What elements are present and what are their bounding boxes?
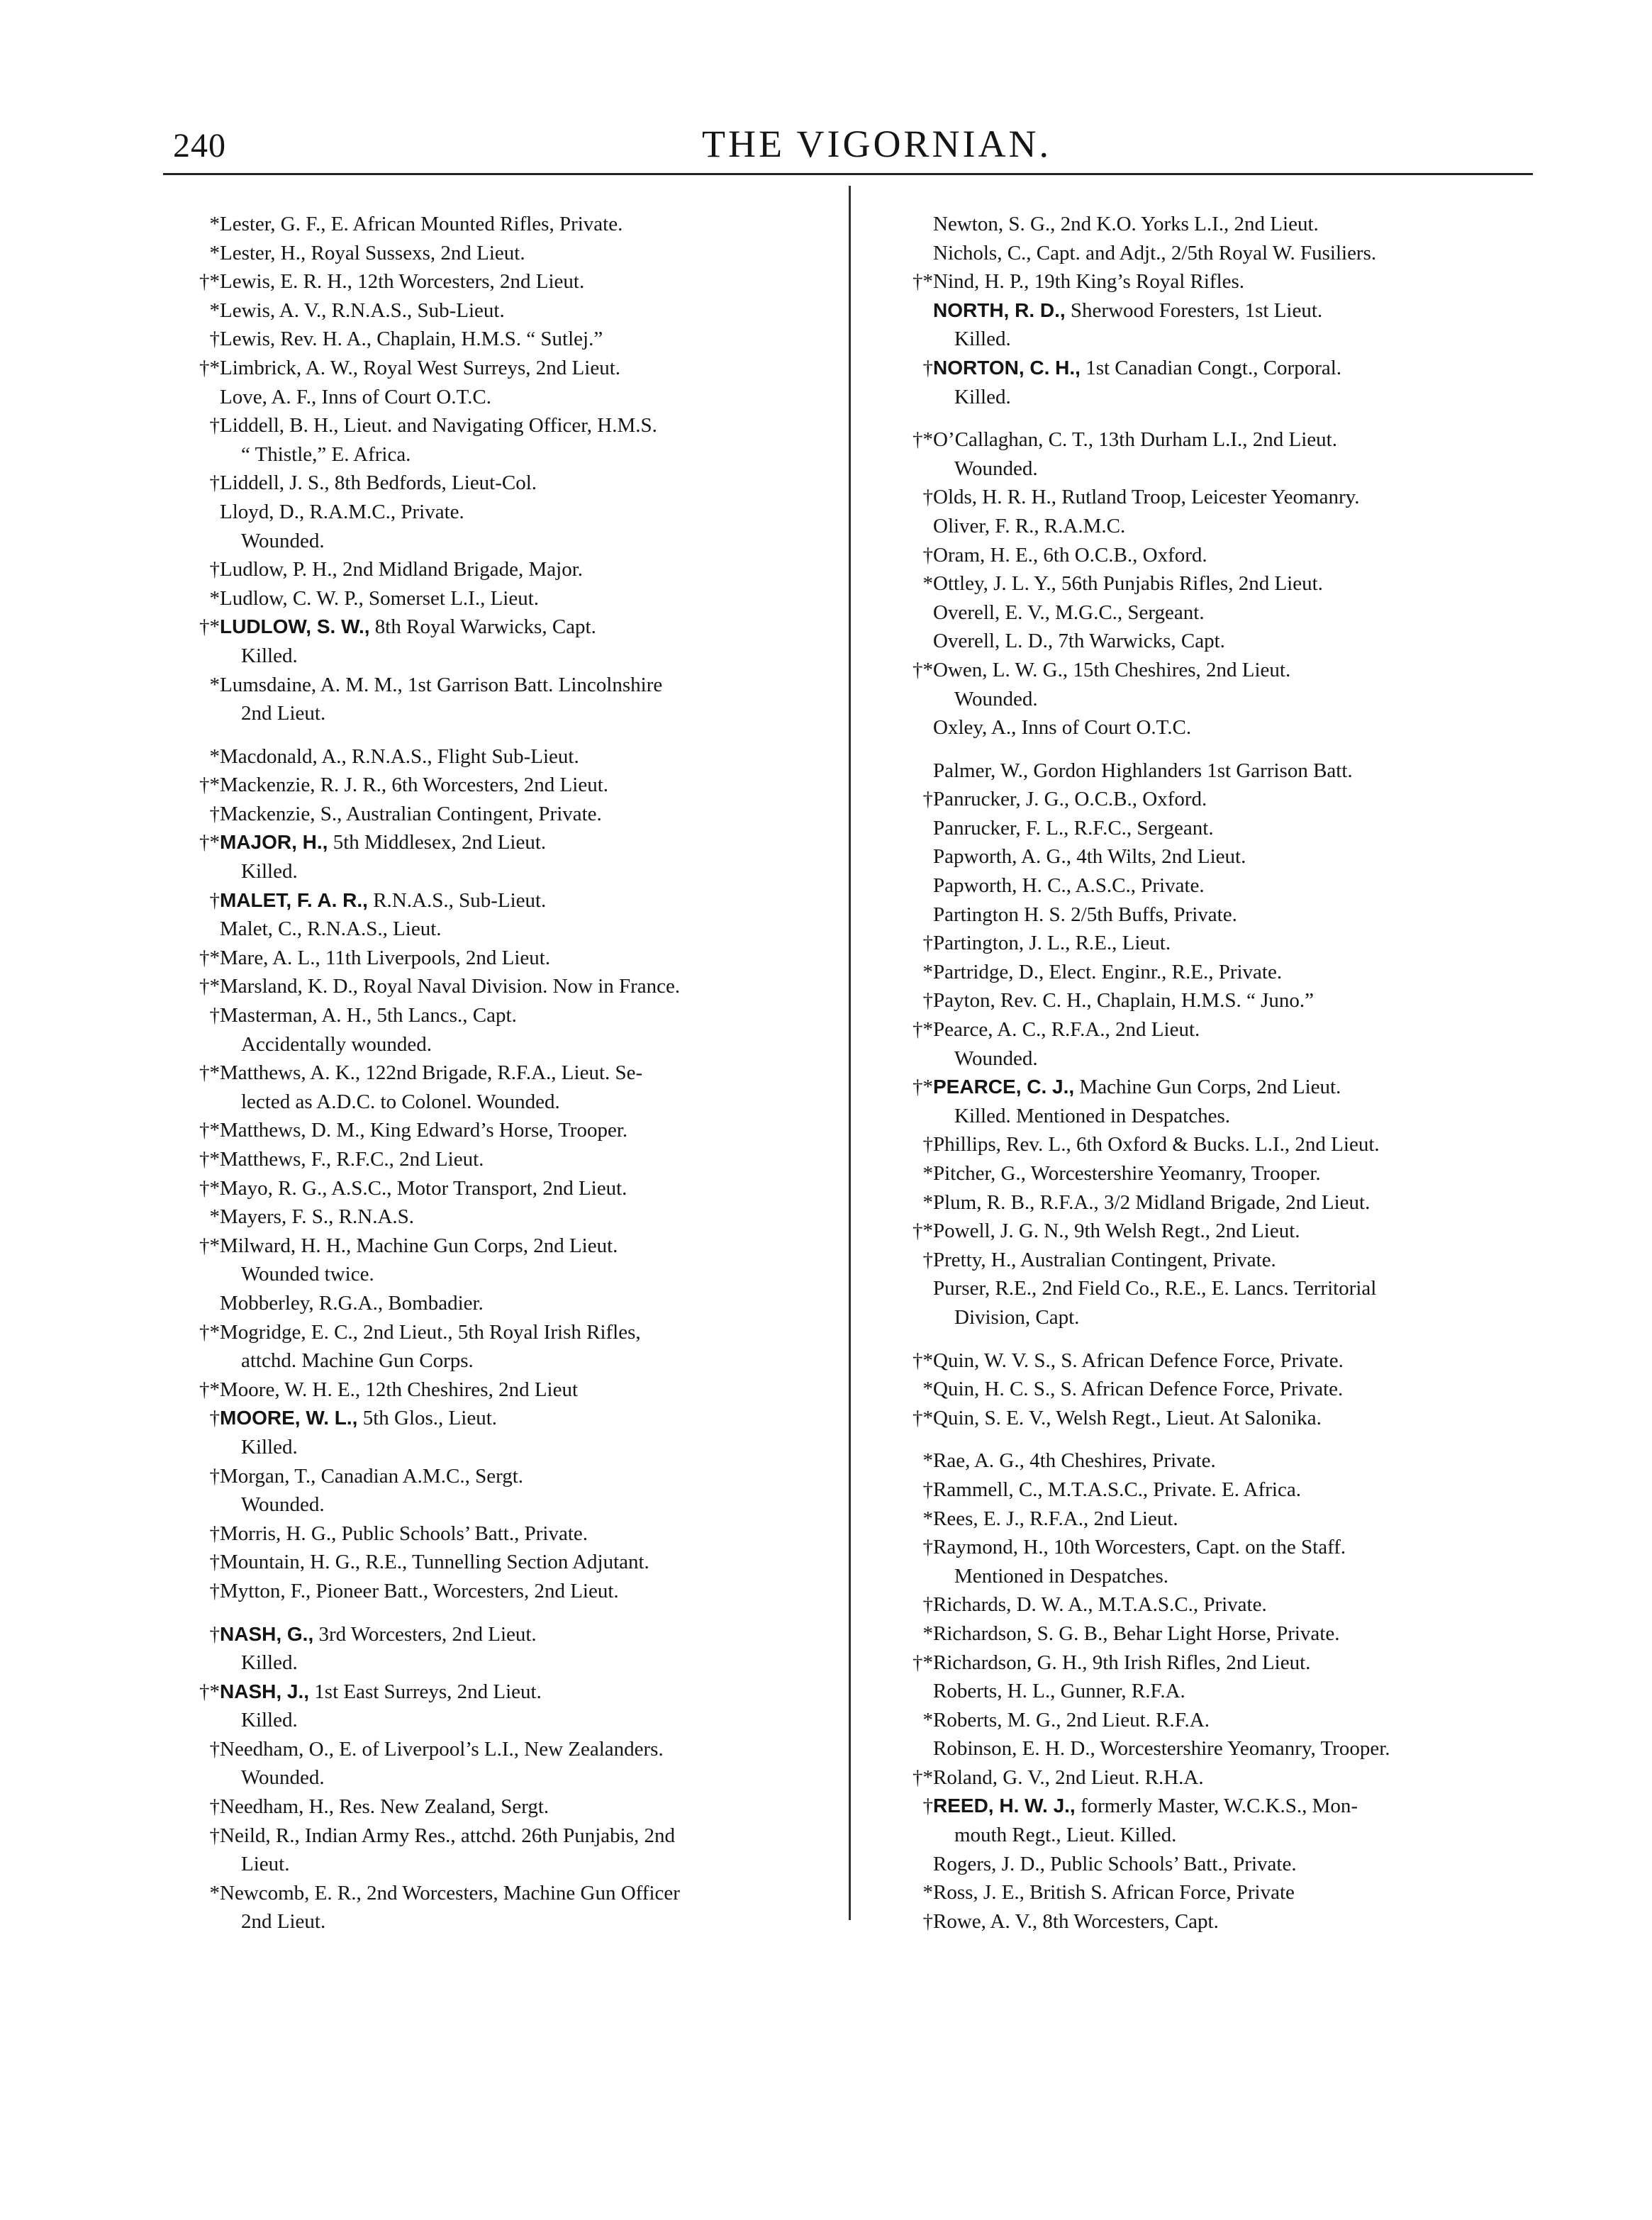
entry-mark: †: [209, 1579, 220, 1602]
entry-mark: †: [922, 1795, 933, 1818]
entry-text: 1st East Surreys, 2nd Lieut.: [309, 1680, 542, 1703]
entry-text: Quin, S. E. V., Welsh Regt., Lieut. At Salonika.: [933, 1406, 1322, 1429]
entry-text: Neild, R., Indian Army Res., attchd. 26th Punjabis, 2nd: [220, 1824, 675, 1847]
entry-bold-name: NASH, G.,: [220, 1622, 314, 1645]
entry-mark: †*: [912, 1766, 933, 1789]
entry-text: Matthews, F., R.F.C., 2nd Lieut.: [220, 1148, 484, 1171]
entry-mark: †: [922, 1248, 933, 1271]
entry-text: Powell, J. G. N., 9th Welsh Regt., 2nd Lieut.: [933, 1220, 1300, 1243]
left-column: [186, 210, 824, 1936]
entry-text: Macdonald, A., R.N.A.S., Flight Sub-Lieut.: [220, 744, 579, 768]
entry-text: Robinson, E. H. D., Worcestershire Yeomanry, Trooper.: [933, 1737, 1390, 1761]
entry-mark: †*: [912, 1349, 933, 1372]
roll-entry: [186, 1059, 824, 1116]
entry-text: 3rd Worcesters, 2nd Lieut.: [313, 1622, 537, 1646]
roll-entry: [899, 713, 1544, 742]
entry-text: Quin, H. C. S., S. African Defence Force, Private.: [933, 1378, 1344, 1401]
entry-text: Mare, A. L., 11th Liverpools, 2nd Lieut.: [220, 946, 551, 969]
entry-mark: *: [209, 1205, 220, 1229]
entry-continuation: Killed.: [241, 1709, 298, 1732]
entry-continuation: Wounded.: [241, 529, 325, 552]
roll-entry: [899, 1850, 1544, 1879]
roll-entry: [899, 1346, 1544, 1376]
entry-text: Oxley, A., Inns of Court O.T.C.: [933, 716, 1192, 740]
roll-entry: [186, 210, 824, 239]
entry-text: Mayers, F. S., R.N.A.S.: [220, 1205, 415, 1229]
roll-entry: [899, 929, 1544, 958]
roll-entry: [899, 1404, 1544, 1433]
roll-entry: [186, 1376, 824, 1405]
roll-entry: [186, 1289, 824, 1318]
entry-text: Rammell, C., M.T.A.S.C., Private. E. Africa.: [933, 1478, 1301, 1501]
entry-mark: †: [922, 1909, 933, 1933]
roll-entry: [186, 1145, 824, 1174]
entry-continuation: Killed.: [954, 385, 1011, 408]
entry-mark: †: [922, 989, 933, 1013]
roll-entry: [899, 757, 1544, 786]
roll-entry: [899, 267, 1544, 296]
roll-entry: [186, 584, 824, 613]
entry-text: Mogridge, E. C., 2nd Lieut., 5th Royal Irish Rifles,: [220, 1320, 641, 1344]
entry-mark: †: [209, 1737, 220, 1761]
entry-continuation: Killed. Mentioned in Despatches.: [954, 1104, 1230, 1127]
entry-continuation: Killed.: [241, 644, 298, 667]
entry-text: Richards, D. W. A., M.T.A.S.C., Private.: [933, 1593, 1267, 1617]
entry-text: Lewis, A. V., R.N.A.S., Sub-Lieut.: [220, 299, 505, 322]
right-column: [899, 210, 1544, 1936]
entry-mark: †*: [199, 1234, 220, 1257]
roll-entry: [899, 1476, 1544, 1505]
entry-text: Lester, G. F., E. African Mounted Rifles, Private.: [220, 213, 623, 235]
entry-text: Mountain, H. G., R.E., Tunnelling Section Adjutant.: [220, 1551, 649, 1574]
roll-entry: [186, 325, 824, 354]
roll-entry: [899, 1159, 1544, 1188]
entry-text: Milward, H. H., Machine Gun Corps, 2nd Lieut.: [220, 1234, 618, 1257]
entry-mark: †: [922, 1593, 933, 1617]
entry-mark: †*: [199, 1378, 220, 1401]
entry-mark: *: [922, 1449, 933, 1473]
entry-mark: †*: [912, 1076, 933, 1099]
roll-entry: [186, 671, 824, 728]
entry-mark: †*: [199, 1148, 220, 1171]
entry-text: Masterman, A. H., 5th Lancs., Capt.: [220, 1004, 517, 1027]
roll-entry: [186, 267, 824, 296]
entry-text: Partington, J. L., R.E., Lieut.: [933, 932, 1171, 955]
entry-mark: †*: [912, 270, 933, 294]
roll-entry: [899, 1375, 1544, 1404]
roll-entry: [899, 785, 1544, 814]
roll-entry: [899, 1878, 1544, 1907]
roll-entry: [186, 800, 824, 829]
entry-mark: †: [209, 1004, 220, 1027]
entry-text: Payton, Rev. C. H., Chaplain, H.M.S. “ Juno.”: [933, 989, 1315, 1013]
entry-continuation: mouth Regt., Lieut. Killed.: [954, 1824, 1177, 1847]
entry-continuation: Killed.: [954, 328, 1011, 351]
entry-mark: †: [209, 1407, 220, 1430]
entry-text: O’Callaghan, C. T., 13th Durham L.I., 2nd Lieut.: [933, 428, 1337, 452]
entry-text: Needham, O., E. of Liverpool’s L.I., New Zealanders.: [220, 1737, 664, 1761]
entry-text: Marsland, K. D., Royal Naval Division. Now in France.: [220, 975, 681, 998]
entry-mark: †: [922, 932, 933, 955]
entry-mark: †: [209, 1795, 220, 1819]
entry-mark: †: [209, 1522, 220, 1545]
entry-text: Ross, J. E., British S. African Force, Private: [933, 1881, 1295, 1904]
entry-mark: †*: [912, 428, 933, 452]
roll-entry: [899, 1706, 1544, 1735]
entry-bold-name: NORTH, R. D.,: [933, 299, 1066, 321]
entry-continuation: Mentioned in Despatches.: [954, 1564, 1169, 1588]
roll-entry: [186, 1548, 824, 1577]
roll-entry: [186, 886, 824, 915]
entry-text: Pitcher, G., Worcestershire Yeomanry, Trooper.: [933, 1162, 1321, 1185]
entry-text: Richardson, S. G. B., Behar Light Horse, Private.: [933, 1622, 1340, 1645]
roll-entry: [899, 1590, 1544, 1619]
entry-bold-name: PEARCE, C. J.,: [933, 1076, 1075, 1098]
roll-entry: [899, 354, 1544, 411]
entry-text: Oram, H. E., 6th O.C.B., Oxford.: [933, 543, 1207, 567]
entry-bold-name: NASH, J.,: [220, 1680, 310, 1702]
entry-mark: †: [922, 1536, 933, 1559]
entry-text: Lewis, Rev. H. A., Chaplain, H.M.S. “ Sutlej.”: [220, 328, 603, 351]
entry-text: Ludlow, P. H., 2nd Midland Brigade, Major.: [220, 558, 584, 581]
entry-text: Papworth, A. G., 4th Wilts, 2nd Lieut.: [933, 845, 1246, 869]
entry-mark: †*: [199, 356, 220, 379]
roll-entry: [899, 842, 1544, 871]
entry-mark: *: [209, 586, 220, 610]
roll-entry: [186, 742, 824, 771]
entry-mark: †: [209, 1622, 220, 1646]
entry-mark: *: [922, 960, 933, 983]
entry-text: Quin, W. V. S., S. African Defence Force, Private.: [933, 1349, 1344, 1372]
entry-mark: †: [922, 486, 933, 509]
roll-entry: [899, 656, 1544, 713]
roll-entry: [899, 1677, 1544, 1706]
roll-entry: [186, 469, 824, 498]
entry-text: Mackenzie, S., Australian Contingent, Private.: [220, 802, 602, 825]
entry-continuation: Wounded.: [241, 1493, 325, 1517]
entry-continuation: 2nd Lieut.: [241, 1910, 326, 1934]
roll-entry: [899, 1763, 1544, 1792]
entry-text: formerly Master, W.C.K.S., Mon-: [1075, 1795, 1358, 1818]
entry-mark: †*: [912, 1220, 933, 1243]
roll-entry: [186, 1577, 824, 1606]
entry-text: Rees, E. J., R.F.A., 2nd Lieut.: [933, 1507, 1178, 1530]
roll-entry: [186, 1735, 824, 1792]
entry-mark: *: [922, 1881, 933, 1904]
entry-text: Newton, S. G., 2nd K.O. Yorks L.I., 2nd Lieut.: [933, 213, 1319, 235]
entry-text: Love, A. F., Inns of Court O.T.C.: [220, 385, 491, 408]
entry-text: Purser, R.E., 2nd Field Co., R.E., E. Lancs. Territorial: [933, 1277, 1377, 1300]
entry-text: 5th Middlesex, 2nd Lieut.: [328, 831, 547, 854]
entry-mark: †*: [199, 975, 220, 998]
entry-continuation: lected as A.D.C. to Colonel. Wounded.: [241, 1090, 560, 1113]
entry-text: Sherwood Foresters, 1st Lieut.: [1065, 299, 1323, 322]
roll-entry: [186, 771, 824, 800]
entry-continuation: Killed.: [241, 1435, 298, 1458]
roll-entry: [899, 1907, 1544, 1936]
roll-entry: [899, 1619, 1544, 1649]
entry-text: R.N.A.S., Sub-Lieut.: [367, 888, 547, 912]
entry-text: Mayo, R. G., A.S.C., Motor Transport, 2nd Lieut.: [220, 1176, 627, 1200]
entry-mark: †: [922, 356, 933, 379]
roll-entry: [186, 1462, 824, 1519]
header-rule: [163, 173, 1533, 175]
entry-mark: †: [209, 328, 220, 351]
entry-text: Papworth, H. C., A.S.C., Private.: [933, 874, 1205, 898]
roll-entry: [899, 598, 1544, 627]
entry-mark: †*: [912, 1406, 933, 1429]
entry-text: Rowe, A. V., 8th Worcesters, Capt.: [933, 1909, 1219, 1933]
roll-entry: [899, 1274, 1544, 1332]
entry-mark: *: [922, 1708, 933, 1731]
entry-mark: *: [922, 1162, 933, 1185]
roll-entry: [899, 239, 1544, 268]
entry-mark: †*: [199, 1320, 220, 1344]
entry-text: Liddell, B. H., Lieut. and Navigating Officer, H.M.S.: [220, 414, 657, 437]
entry-text: Machine Gun Corps, 2nd Lieut.: [1074, 1076, 1341, 1099]
roll-entry: [186, 1174, 824, 1203]
roll-entry: [186, 1678, 824, 1735]
entry-mark: †: [922, 788, 933, 811]
roll-entry: [186, 1203, 824, 1232]
entry-mark: †: [209, 558, 220, 581]
roll-entry: [899, 1217, 1544, 1246]
entry-text: Owen, L. W. G., 15th Cheshires, 2nd Lieut.: [933, 658, 1291, 681]
entry-bold-name: REED, H. W. J.,: [933, 1795, 1076, 1817]
roll-entry: [186, 1519, 824, 1549]
entry-text: Malet, C., R.N.A.S., Lieut.: [220, 917, 442, 941]
entry-mark: †*: [199, 1119, 220, 1142]
entry-mark: †*: [912, 658, 933, 681]
entry-text: Nichols, C., Capt. and Adjt., 2/5th Royal W. Fusiliers.: [933, 241, 1377, 264]
entry-text: Newcomb, E. R., 2nd Worcesters, Machine Gun Officer: [220, 1881, 680, 1904]
roll-entry: [899, 1015, 1544, 1073]
entry-text: Morris, H. G., Public Schools’ Batt., Private.: [220, 1522, 588, 1545]
entry-mark: *: [209, 1881, 220, 1904]
roll-entry: [899, 425, 1544, 483]
entry-text: Roberts, H. L., Gunner, R.F.A.: [933, 1680, 1185, 1703]
entry-continuation: Wounded twice.: [241, 1263, 374, 1286]
entry-mark: *: [209, 673, 220, 696]
entry-mark: *: [209, 744, 220, 768]
roll-entry: [899, 1188, 1544, 1217]
entry-text: Roland, G. V., 2nd Lieut. R.H.A.: [933, 1766, 1204, 1789]
roll-entry: [899, 1130, 1544, 1159]
entry-continuation: Wounded.: [954, 1047, 1038, 1070]
entry-text: Lewis, E. R. H., 12th Worcesters, 2nd Lieut.: [220, 270, 585, 294]
entry-text: Pearce, A. C., R.F.A., 2nd Lieut.: [933, 1018, 1200, 1042]
entry-text: Roberts, M. G., 2nd Lieut. R.F.A.: [933, 1708, 1210, 1731]
roll-entry: [186, 972, 824, 1001]
entry-mark: *: [209, 241, 220, 264]
roll-entry: [899, 1649, 1544, 1678]
entry-text: Rae, A. G., 4th Cheshires, Private.: [933, 1449, 1216, 1473]
entry-text: Liddell, J. S., 8th Bedfords, Lieut-Col.: [220, 472, 537, 495]
entry-continuation: Killed.: [241, 1651, 298, 1675]
entry-mark: †: [209, 1824, 220, 1847]
entry-continuation: Killed.: [241, 860, 298, 883]
entry-mark: †: [922, 1133, 933, 1156]
roll-entry: [899, 569, 1544, 598]
entry-text: Partridge, D., Elect. Enginr., R.E., Private.: [933, 960, 1283, 983]
entry-mark: *: [209, 299, 220, 322]
entry-mark: †: [922, 543, 933, 567]
entry-continuation: Wounded.: [241, 1766, 325, 1790]
entry-mark: *: [922, 1507, 933, 1530]
entry-text: Rogers, J. D., Public Schools’ Batt., Private.: [933, 1852, 1297, 1875]
entry-mark: †: [922, 1478, 933, 1501]
column-divider: [849, 186, 851, 1920]
entry-mark: *: [922, 1378, 933, 1401]
roll-entry: [186, 1001, 824, 1059]
entry-text: Raymond, H., 10th Worcesters, Capt. on the Staff.: [933, 1536, 1346, 1559]
roll-entry: [899, 814, 1544, 843]
entry-mark: †: [209, 802, 220, 825]
entry-mark: †*: [199, 946, 220, 969]
roll-entry: [186, 1232, 824, 1289]
entry-bold-name: MALET, F. A. R.,: [220, 888, 368, 911]
roll-entry: [186, 383, 824, 412]
roll-entry: [899, 1073, 1544, 1130]
entry-text: Matthews, D. M., King Edward’s Horse, Trooper.: [220, 1119, 628, 1142]
roll-entry: [899, 1533, 1544, 1590]
entry-mark: †*: [199, 1061, 220, 1085]
entry-text: 1st Canadian Congt., Corporal.: [1080, 356, 1342, 379]
entry-text: Ottley, J. L. Y., 56th Punjabis Rifles, 2nd Lieut.: [933, 572, 1323, 596]
entry-mark: †*: [199, 774, 220, 797]
entry-text: Mytton, F., Pioneer Batt., Worcesters, 2nd Lieut.: [220, 1579, 619, 1602]
roll-entry: [899, 541, 1544, 570]
entry-continuation: Accidentally wounded.: [241, 1032, 432, 1056]
entry-text: Lloyd, D., R.A.M.C., Private.: [220, 500, 464, 523]
roll-entry: [186, 1792, 824, 1822]
entry-text: Phillips, Rev. L., 6th Oxford & Bucks. L.I., 2nd Lieut.: [933, 1133, 1380, 1156]
entry-text: Limbrick, A. W., Royal West Surreys, 2nd Lieut.: [220, 356, 621, 379]
roll-entry: [186, 1822, 824, 1879]
entry-text: Olds, H. R. H., Rutland Troop, Leicester Yeomanry.: [933, 486, 1360, 509]
entry-continuation: “ Thistle,” E. Africa.: [241, 442, 411, 466]
roll-entry: [186, 498, 824, 555]
entry-text: Richardson, G. H., 9th Irish Rifles, 2nd Lieut.: [933, 1651, 1311, 1674]
roll-entry: [899, 483, 1544, 512]
entry-mark: †: [209, 1464, 220, 1488]
roll-entry: [186, 944, 824, 973]
entry-mark: †: [209, 1551, 220, 1574]
entry-mark: *: [922, 1622, 933, 1645]
entry-mark: *: [209, 213, 220, 235]
roll-entry: [186, 1620, 824, 1678]
entry-mark: *: [922, 572, 933, 596]
roll-entry: [899, 900, 1544, 930]
entry-mark: †*: [199, 270, 220, 294]
roll-entry: [899, 296, 1544, 354]
roll-entry: [186, 555, 824, 584]
entry-text: Moore, W. H. E., 12th Cheshires, 2nd Lieut: [220, 1378, 579, 1401]
roll-entry: [186, 1404, 824, 1461]
roll-entry: [186, 411, 824, 469]
entry-mark: †*: [199, 831, 220, 854]
roll-entry: [899, 210, 1544, 239]
entry-continuation: Wounded.: [954, 687, 1038, 710]
roll-entry: [899, 1734, 1544, 1763]
roll-entry: [899, 1246, 1544, 1275]
roll-entry: [899, 1505, 1544, 1534]
entry-text: Mackenzie, R. J. R., 6th Worcesters, 2nd Lieut.: [220, 774, 609, 797]
entry-text: Panrucker, J. G., O.C.B., Oxford.: [933, 788, 1207, 811]
entry-text: 8th Royal Warwicks, Capt.: [369, 615, 596, 639]
entry-text: Plum, R. B., R.F.A., 3/2 Midland Brigade, 2nd Lieut.: [933, 1190, 1371, 1214]
roll-entry: [186, 828, 824, 886]
entry-mark: †*: [912, 1018, 933, 1042]
entry-text: Lester, H., Royal Sussexs, 2nd Lieut.: [220, 241, 525, 264]
entry-text: Mobberley, R.G.A., Bombadier.: [220, 1291, 484, 1315]
roll-entry: [186, 296, 824, 325]
entry-mark: †*: [199, 615, 220, 639]
entry-continuation: 2nd Lieut.: [241, 702, 326, 725]
entry-text: Nind, H. P., 19th King’s Royal Rifles.: [933, 270, 1245, 294]
roll-entry: [899, 1446, 1544, 1476]
roll-entry: [186, 1318, 824, 1376]
page-number: 240: [173, 127, 226, 164]
entry-continuation: Wounded.: [954, 457, 1038, 480]
entry-text: Pretty, H., Australian Contingent, Private.: [933, 1248, 1276, 1271]
entry-text: 5th Glos., Lieut.: [357, 1407, 497, 1430]
entry-text: Panrucker, F. L., R.F.C., Sergeant.: [933, 816, 1214, 840]
entry-mark: †: [209, 888, 220, 912]
roll-entry: [186, 613, 824, 670]
entry-continuation: Division, Capt.: [954, 1305, 1080, 1329]
entry-continuation: attchd. Machine Gun Corps.: [241, 1349, 474, 1373]
entry-bold-name: NORTON, C. H.,: [933, 356, 1081, 379]
entry-text: Oliver, F. R., R.A.M.C.: [933, 514, 1126, 537]
entry-bold-name: MAJOR, H.,: [220, 831, 328, 854]
roll-entry: [899, 627, 1544, 656]
entry-mark: †: [209, 472, 220, 495]
entry-text: Partington H. S. 2/5th Buffs, Private.: [933, 903, 1237, 926]
entry-continuation: Lieut.: [241, 1853, 290, 1876]
entry-mark: †*: [199, 1176, 220, 1200]
entry-text: Morgan, T., Canadian A.M.C., Sergt.: [220, 1464, 524, 1488]
entry-text: Palmer, W., Gordon Highlanders 1st Garrison Batt.: [933, 759, 1353, 782]
roll-entry: [899, 958, 1544, 987]
entry-text: Overell, E. V., M.G.C., Sergeant.: [933, 601, 1205, 624]
entry-mark: †*: [912, 1651, 933, 1674]
entry-text: Overell, L. D., 7th Warwicks, Capt.: [933, 630, 1225, 653]
roll-entry: [186, 354, 824, 383]
entry-bold-name: MOORE, W. L.,: [220, 1407, 358, 1429]
roll-entry: [899, 512, 1544, 541]
roll-entry: [899, 871, 1544, 900]
roll-entry: [899, 986, 1544, 1015]
roll-entry: [186, 1879, 824, 1936]
roll-entry: [186, 915, 824, 944]
entry-text: Matthews, A. K., 122nd Brigade, R.F.A., Lieut. Se-: [220, 1061, 643, 1085]
entry-mark: †*: [199, 1680, 220, 1703]
entry-mark: *: [922, 1190, 933, 1214]
entry-bold-name: LUDLOW, S. W.,: [220, 615, 370, 638]
roll-entry: [186, 239, 824, 268]
entry-text: Lumsdaine, A. M. M., 1st Garrison Batt. Lincolnshire: [220, 673, 663, 696]
roll-entry: [899, 1792, 1544, 1849]
entry-mark: †: [209, 414, 220, 437]
entry-text: Needham, H., Res. New Zealand, Sergt.: [220, 1795, 549, 1819]
entry-text: Ludlow, C. W. P., Somerset L.I., Lieut.: [220, 586, 540, 610]
roll-entry: [186, 1116, 824, 1145]
page-title: THE VIGORNIAN.: [702, 123, 1051, 165]
